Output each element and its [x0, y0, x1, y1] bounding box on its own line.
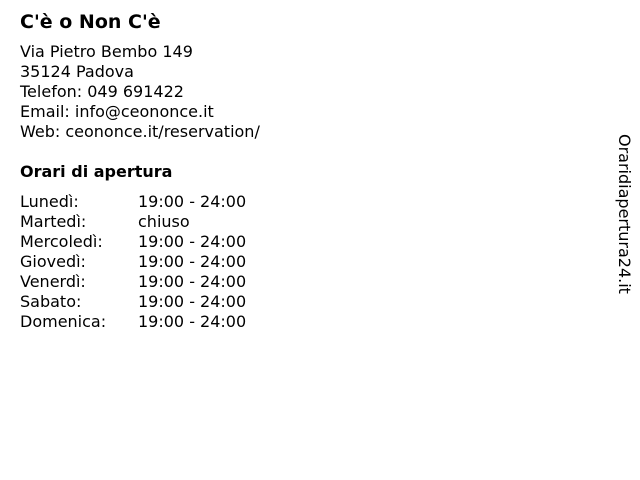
- street-address: Via Pietro Bembo 149: [20, 42, 193, 61]
- day-label: Mercoledì:: [20, 232, 103, 251]
- day-label: Sabato:: [20, 292, 82, 311]
- time-value: 19:00 - 24:00: [138, 232, 247, 251]
- day-label: Giovedì:: [20, 252, 86, 271]
- opening-hours-title: Orari di apertura: [20, 162, 173, 181]
- site-watermark: Oraridiapertura24.it: [615, 134, 634, 294]
- time-value: chiuso: [138, 212, 190, 231]
- hours-row-friday: [20, 272, 580, 292]
- business-name: C'è o Non C'è: [20, 11, 161, 33]
- address-block: [20, 42, 580, 142]
- time-value: 19:00 - 24:00: [138, 312, 247, 331]
- time-value: 19:00 - 24:00: [138, 192, 247, 211]
- phone-line: Telefon: 049 691422: [20, 82, 184, 101]
- hours-row-tuesday: [20, 212, 580, 232]
- email-line: Email: info@ceononce.it: [20, 102, 214, 121]
- hours-row-wednesday: [20, 232, 580, 252]
- day-label: Domenica:: [20, 312, 107, 331]
- business-card: [20, 10, 580, 332]
- day-label: Lunedì:: [20, 192, 79, 211]
- day-label: Venerdì:: [20, 272, 86, 291]
- hours-row-thursday: [20, 252, 580, 272]
- hours-row-monday: [20, 192, 580, 212]
- hours-row-saturday: [20, 292, 580, 312]
- web-line: Web: ceononce.it/reservation/: [20, 122, 260, 141]
- hours-row-sunday: [20, 312, 580, 332]
- opening-hours-table: [20, 192, 580, 332]
- day-label: Martedì:: [20, 212, 87, 231]
- time-value: 19:00 - 24:00: [138, 272, 247, 291]
- time-value: 19:00 - 24:00: [138, 292, 247, 311]
- city-address: 35124 Padova: [20, 62, 134, 81]
- time-value: 19:00 - 24:00: [138, 252, 247, 271]
